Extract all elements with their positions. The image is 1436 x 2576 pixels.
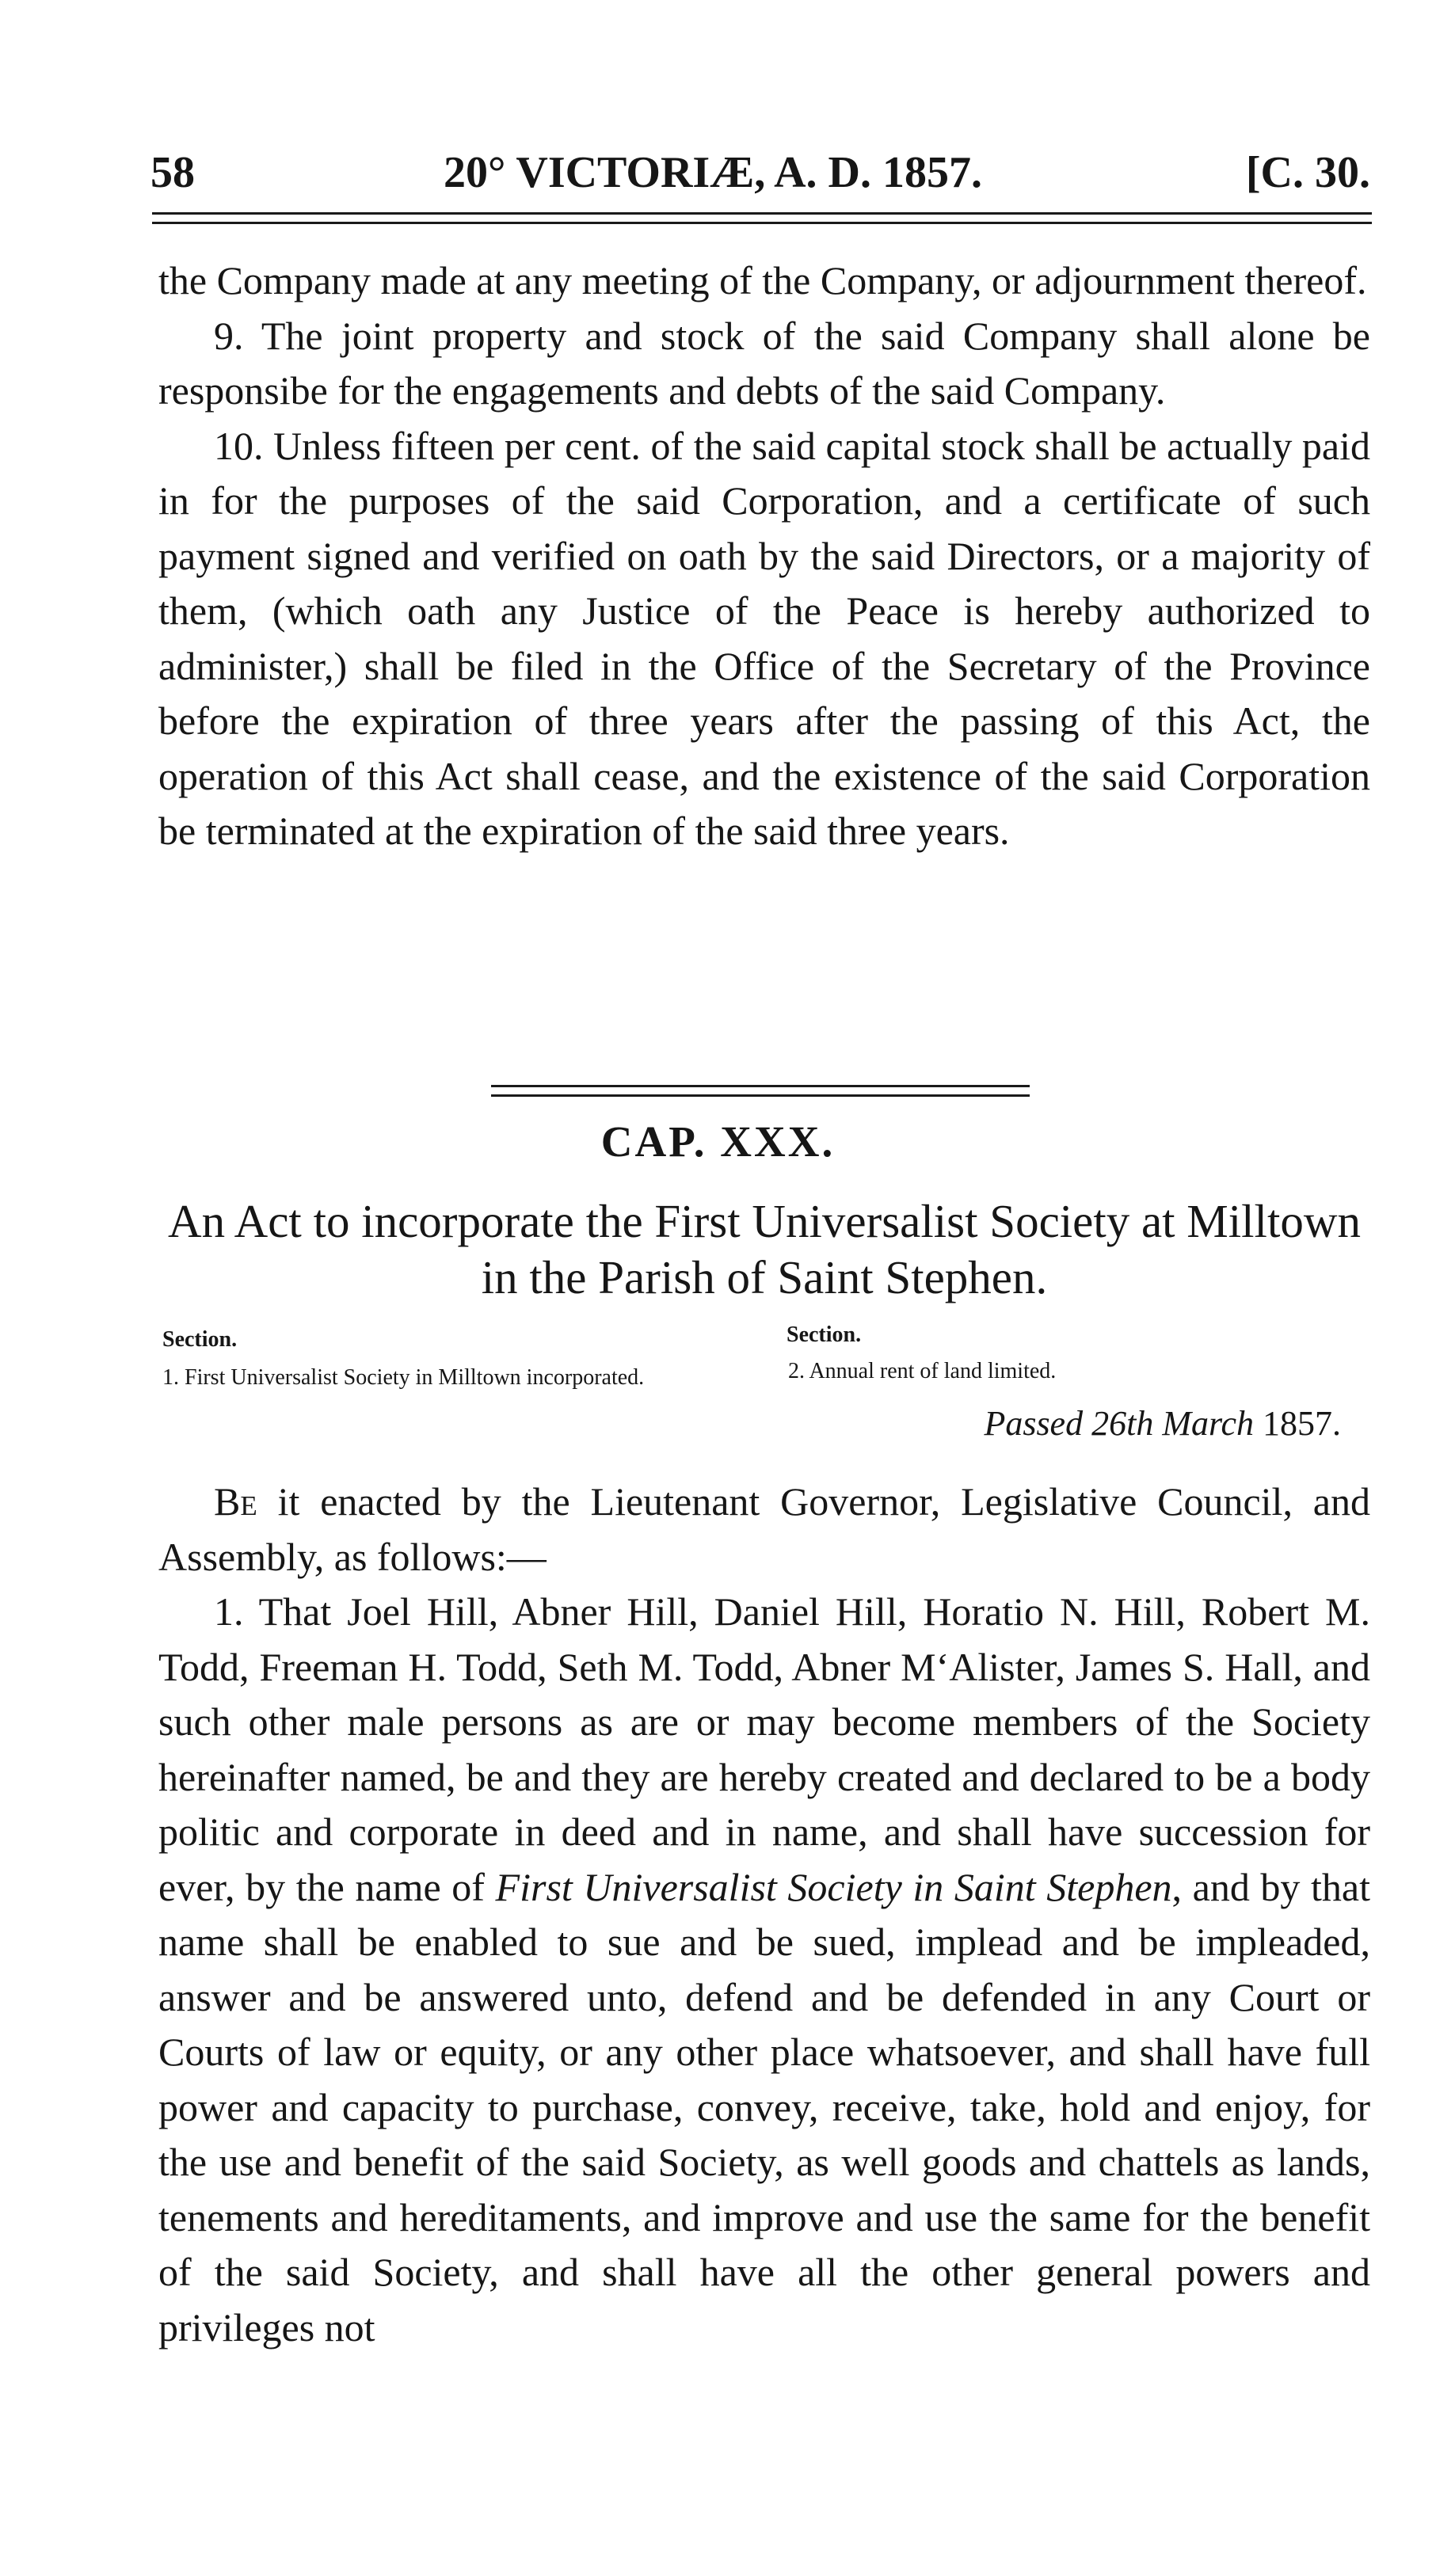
enacting-rest: it enacted by the Lieutenant Governor, Legislative Council, and Assembly, as follows:—	[158, 1479, 1370, 1579]
continuation-paragraph: the Company made at any meeting of the Company, or adjournment thereof.	[158, 258, 1367, 302]
section-1-paragraph	[158, 1585, 1370, 2355]
society-name: First Universalist Society in Saint Stephen	[495, 1864, 1172, 1909]
section-index-heading-right: Section.	[787, 1322, 862, 1347]
section-index-item-2: 2. Annual rent of land limited.	[788, 1359, 1057, 1383]
section-1-part2: , and by that name shall be enabled to sue and be sued, implead and be impleaded, answer and be answered unto, defend and be defended in any Court or Courts of law or equity, or any other place whatsoever, and shall have full power and capacity to purchase, convey, receive, take, hold and enjoy, for the use and benefit of the said Society, as well goods and chattels as lands, tenements and hereditaments, and improve and use the same for the benefit of the said Society, and shall have all the other general powers and privileges not	[158, 1864, 1370, 2350]
enacting-first-word: Be	[214, 1479, 257, 1524]
header-rule-top	[152, 212, 1372, 215]
section-index-item-1: 1. First Universalist Society in Milltown incorporated.	[162, 1365, 645, 1390]
passed-label: Passed 26th March	[984, 1404, 1254, 1443]
act-title: An Act to incorporate the First Universalist Society at Milltown in the Parish of Saint Stephen.	[168, 1195, 1361, 1303]
enacting-clause	[158, 1474, 1370, 1585]
chapter-divider-top	[491, 1085, 1030, 1087]
body-text-bottom	[158, 1474, 1370, 2355]
header-rule-bottom	[152, 222, 1372, 224]
section-10-paragraph: 10. Unless fifteen per cent. of the said capital stock shall be actually paid in for the purposes of the said Corporation, and a certificate of such payment signed and verified on oath by the said Directors, or a majority of them, (which oath any Justice of the Peace is hereby authorized to administer,) shall be filed in the Office of the Secretary of the Province before the expiration of three years after the passing of this Act, the operation of this Act shall cease, and the existence of the said Corporation be terminated at the expiration of the said three years.	[158, 423, 1370, 853]
chapter-reference: [C. 30.	[1245, 148, 1370, 197]
passed-year: 1857.	[1263, 1404, 1341, 1443]
section-9-paragraph: 9. The joint property and stock of the said Company shall alone be responsibe for the engagements and debts of the said Company.	[158, 313, 1370, 413]
section-index-heading-left: Section.	[162, 1327, 238, 1352]
chapter-divider-bottom	[491, 1094, 1030, 1097]
running-title: 20° VICTORIÆ, A. D. 1857.	[444, 148, 982, 197]
section-1-part1: 1. That Joel Hill, Abner Hill, Daniel Hill, Horatio N. Hill, Robert M. Todd, Freeman H. Todd, Seth M. Todd, Abner M‘Alister, James S. Hall, and such other male persons as are or may become members of the Society hereinafter named, be and they are hereby created and declared to be a body politic and corporate in deed and in name, and shall have succession for ever, by the name of	[158, 1589, 1370, 1909]
page-number: 58	[150, 148, 195, 197]
body-text-top	[158, 253, 1370, 859]
running-header	[150, 147, 1370, 203]
passed-date	[984, 1403, 1341, 1444]
chapter-number: CAP. XXX.	[600, 1117, 836, 1166]
